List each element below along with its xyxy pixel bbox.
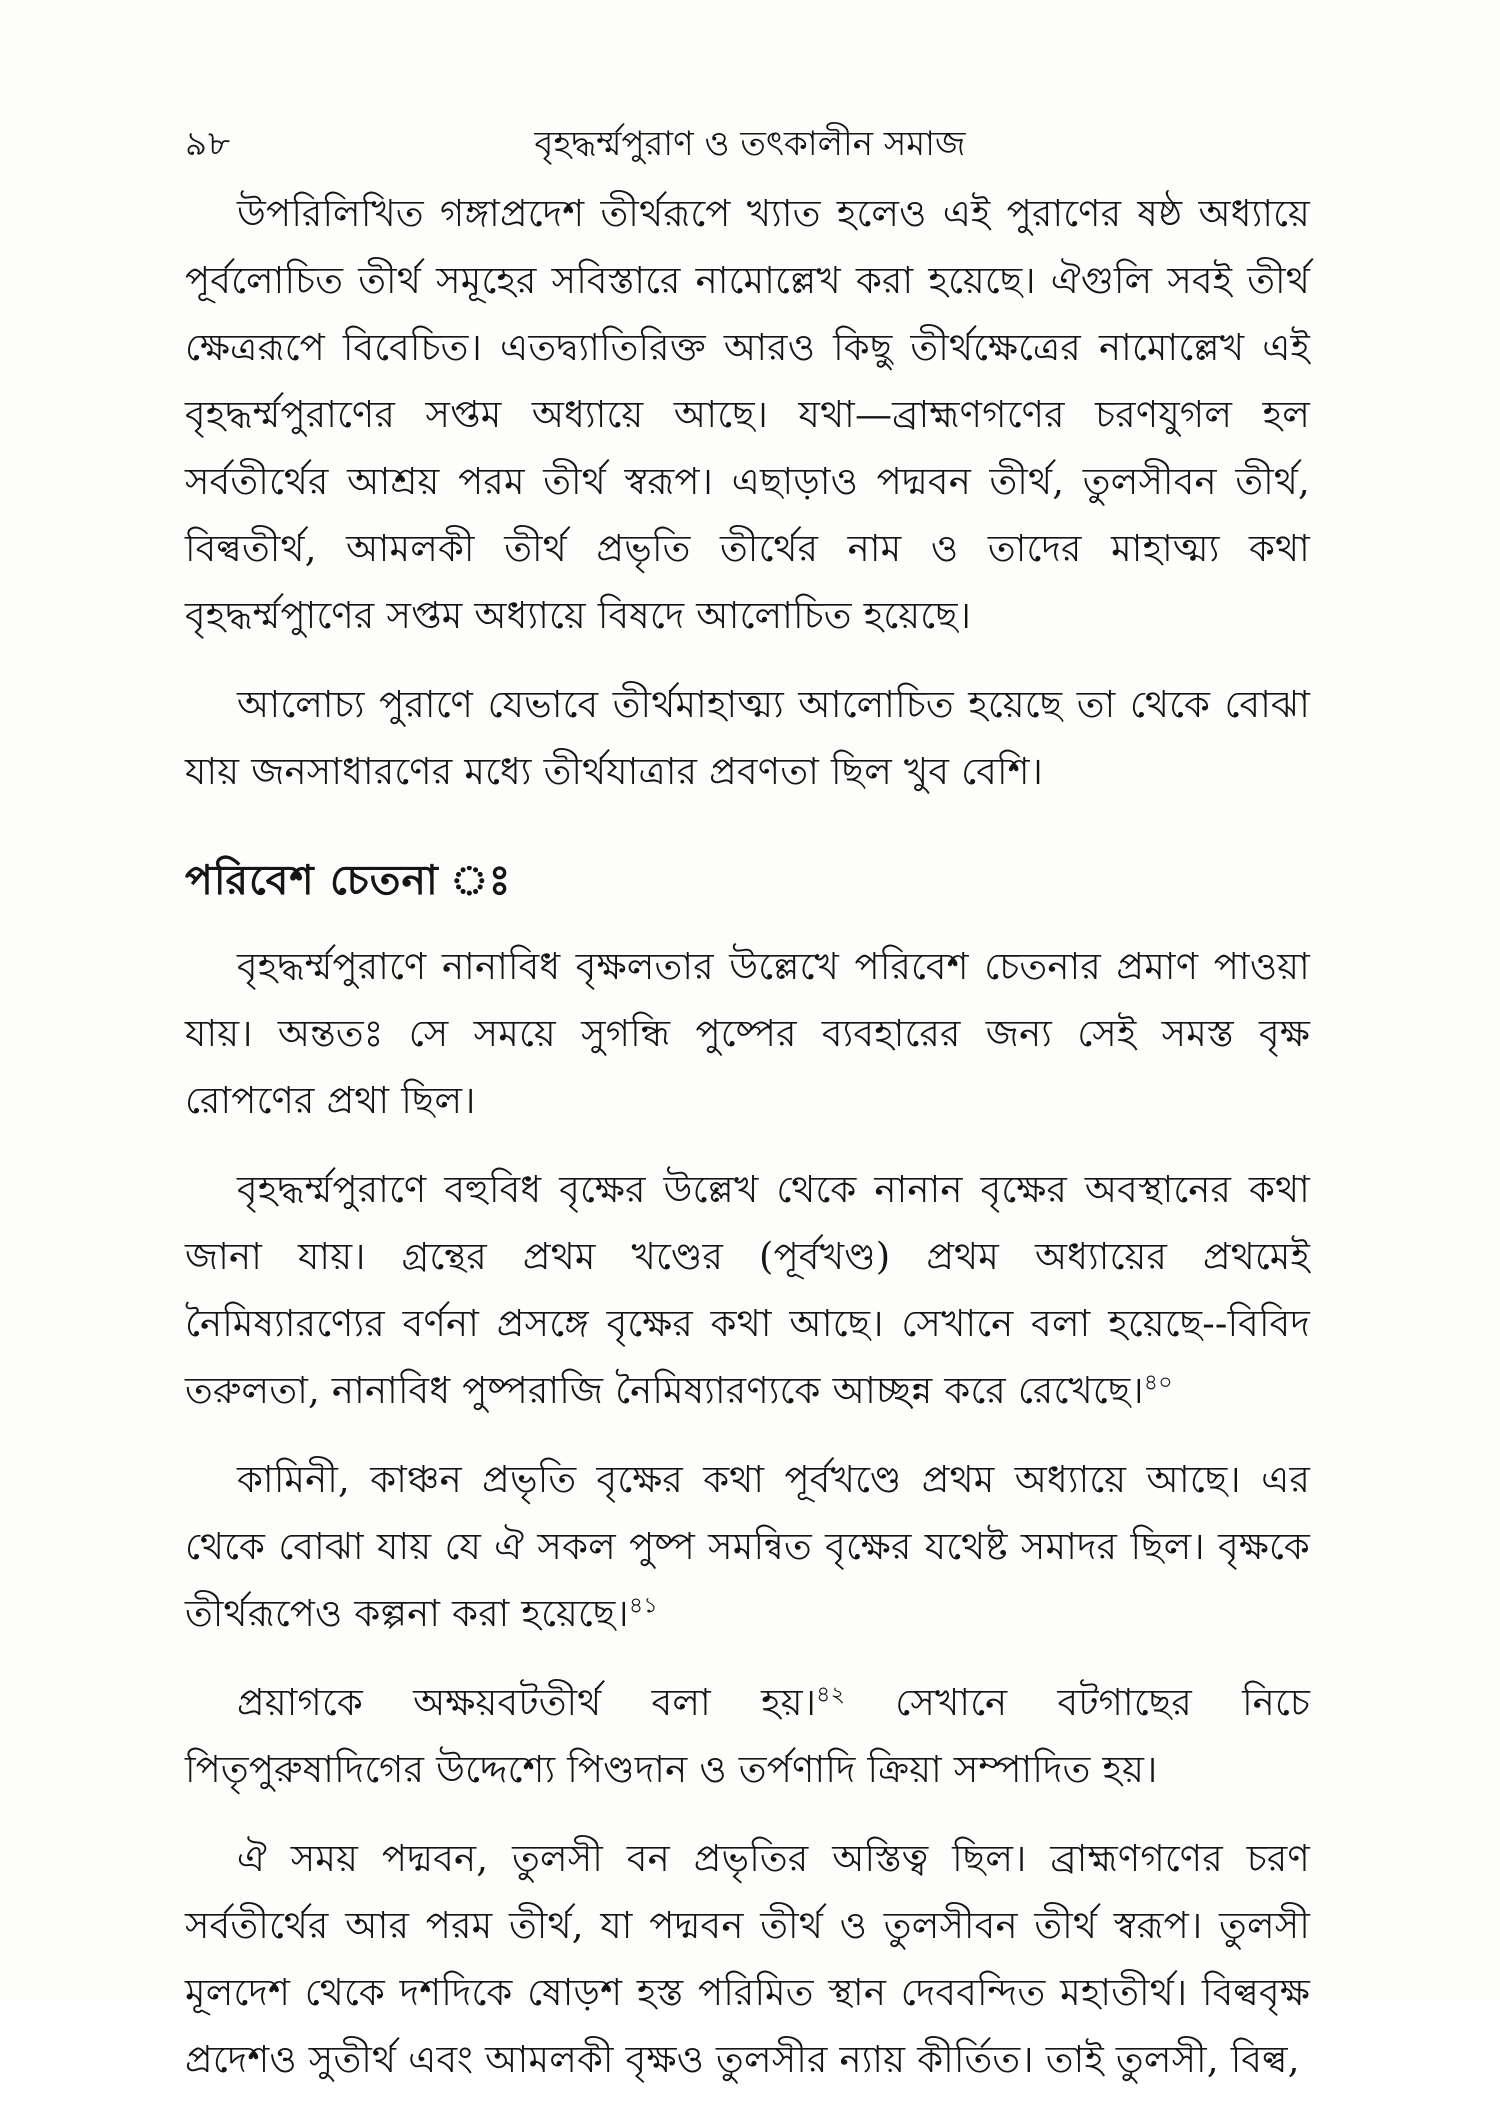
- paragraph: [185, 1156, 1310, 1424]
- page-number: ৯৮: [185, 124, 232, 164]
- paragraph-text: কামিনী, কাঞ্চন প্রভৃতি বৃক্ষের কথা পূর্বখণ্ডে প্রথম অধ্যায়ে আছে। এর থেকে বোঝা যায় যে ঐ সকল পুষ্প সমন্বিত বৃক্ষের যথেষ্ট সমাদর ছিল। বৃক্ষকে তীর্থরূপেও কল্পনা করা হয়েছে।: [185, 1458, 1310, 1635]
- paragraph: [185, 1669, 1310, 1803]
- running-title: বৃহদ্ধর্ম্মপুরাণ ও তৎকালীন সমাজ: [534, 124, 966, 164]
- page-header: [185, 118, 1315, 168]
- paragraph: [185, 1825, 1310, 2093]
- paragraph-text: বৃহদ্ধর্ম্মপুরাণে বহুবিধ বৃক্ষের উল্লেখ থেকে নানান বৃক্ষের অবস্থানের কথা জানা যায়। গ্রন্থের প্রথম খণ্ডের (পূর্বখণ্ড) প্রথম অধ্যায়ের প্রথমেই নৈমিষ্যারণ্যের বর্ণনা প্রসঙ্গে বৃক্ষের কথা আছে। সেখানে বলা হয়েছে--বিবিদ তরুলতা, নানাবিধ পুষ্পরাজি নৈমিষ্যারণ্যকে আচ্ছন্ন করে রেখেছে।: [185, 1168, 1310, 1412]
- footnote-marker: ৪২: [816, 1682, 846, 1708]
- paragraph-text-continued: সেখানে বটগাছের নিচে পিতৃপুরুষাদিগের উদ্দেশ্যে পিণ্ডদান ও তর্পণাদি ক্রিয়া সম্পাদিত হয়।: [185, 1681, 1310, 1791]
- page-body: [185, 180, 1310, 2115]
- paragraph-text: ঐ সময় পদ্মবন, তুলসী বন প্রভৃতির অস্তিত্ব ছিল। ব্রাহ্মণগণের চরণ সর্বতীর্থের আর পরম তীর্থ, যা পদ্মবন তীর্থ ও তুলসীবন তীর্থ স্বরূপ। তুলসী মূলদেশ থেকে দশদিকে ষোড়শ হস্ত পরিমিত স্থান দেববন্দিত মহাতীর্থ। বিল্ববৃক্ষ প্রদেশও সুতীর্থ এবং আমলকী বৃক্ষও তুলসীর ন্যায় কীর্তিত। তাই তুলসী, বিল্ব,: [185, 1837, 1310, 2081]
- footnote-marker: ৪০: [1143, 1370, 1173, 1396]
- paragraph: [185, 933, 1310, 1134]
- paragraph: [185, 1446, 1310, 1647]
- paragraph: উপরিলিখিত গঙ্গাপ্রদেশ তীর্থরূপে খ্যাত হলেও এই পুরাণের ষষ্ঠ অধ্যায়ে পূর্বলোচিত তীর্থ সমূহের সবিস্তারে নামোল্লেখ করা হয়েছে। ঐগুলি সবই তীর্থ ক্ষেত্ররূপে বিবেচিত। এতদ্ব্যাতিরিক্ত আরও কিছু তীর্থক্ষেত্রের নামোল্লেখ এই বৃহদ্ধর্ম্মপুরাণের সপ্তম অধ্যায়ে আছে। যথা—ব্রাহ্মণগণের চরণযুগল হল সর্বতীর্থের আশ্রয় পরম তীর্থ স্বরূপ। এছাড়াও পদ্মবন তীর্থ, তুলসীবন তীর্থ, বিল্বতীর্থ, আমলকী তীর্থ প্রভৃতি তীর্থের নাম ও তাদের মাহাত্ম্য কথা বৃহদ্ধর্ম্মপুাণের সপ্তম অধ্যায়ে বিষদে আলোচিত হয়েছে।: [185, 192, 1310, 637]
- paragraph-text: প্রয়াগকে অক্ষয়বটতীর্থ বলা হয়।: [237, 1681, 817, 1724]
- section-heading: পরিবেশ চেতনা ঃ: [185, 856, 512, 904]
- paragraph: আলোচ্য পুরাণে যেভাবে তীর্থমাহাত্ম্য আলোচিত হয়েছে তা থেকে বোঝা যায় জনসাধারণের মধ্যে তীর্থযাত্রার প্রবণতা ছিল খুব বেশি।: [185, 683, 1310, 793]
- footnote-marker: ৪১: [628, 1593, 658, 1619]
- paragraph-text: বৃহদ্ধর্ম্মপুরাণে নানাবিধ বৃক্ষলতার উল্লেখে পরিবেশ চেতনার প্রমাণ পাওয়া যায়। অন্ততঃ সে সময়ে সুগন্ধি পুষ্পের ব্যবহারের জন্য সেই সমস্ত বৃক্ষ রোপণের প্রথা ছিল।: [185, 945, 1310, 1122]
